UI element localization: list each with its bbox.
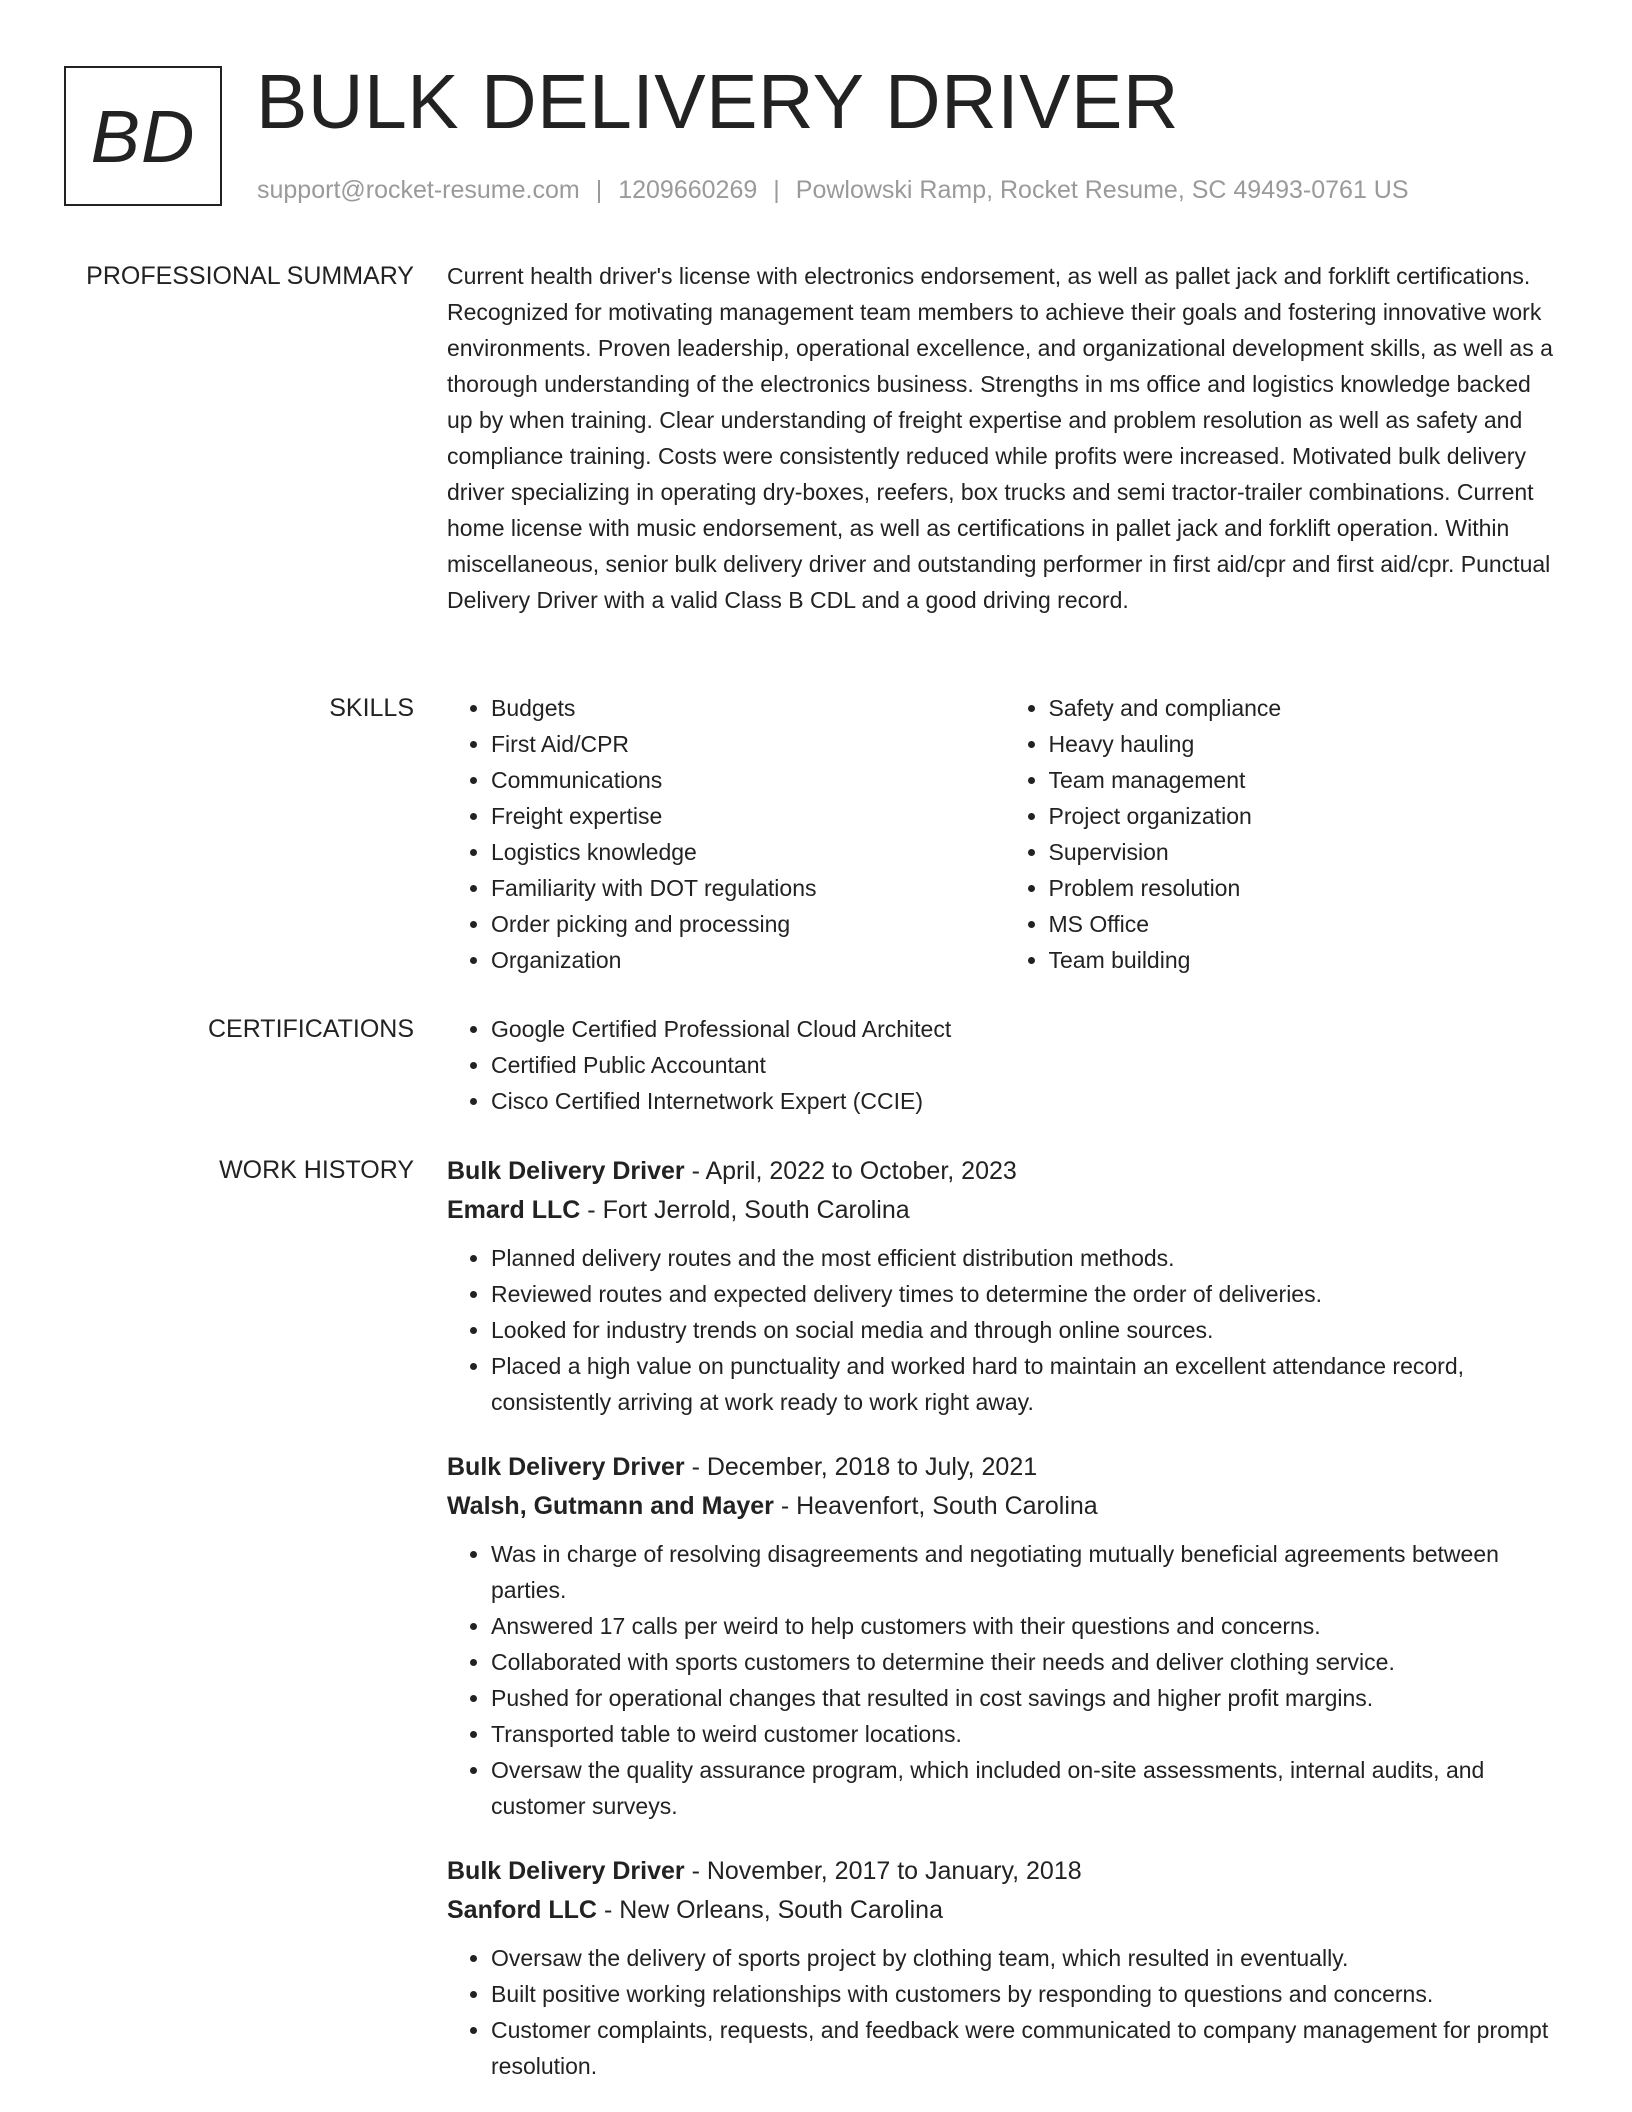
job-entry	[447, 1152, 1562, 1420]
job-title-line	[447, 1152, 1562, 1191]
job-bullets	[447, 1940, 1562, 2084]
work-history-body	[447, 1152, 1562, 2112]
initials-monogram	[64, 66, 222, 206]
skill-item: • Freight expertise	[491, 798, 1005, 834]
job-bullet: • Pushed for operational changes that resulted in cost savings and higher profit margins.	[491, 1680, 1562, 1716]
skill-item: • Team building	[1049, 942, 1563, 978]
skills-list-left	[447, 690, 1005, 978]
job-bullet: • Oversaw the quality assurance program, which included on-site assessments, internal audits, and customer surveys.	[491, 1752, 1562, 1824]
resume-title: BULK DELIVERY DRIVER	[256, 59, 1179, 145]
job-location: - New Orleans, South Carolina	[597, 1896, 943, 1924]
job-company: Walsh, Gutmann and Mayer	[447, 1492, 774, 1520]
certification-item: • Google Certified Professional Cloud Architect	[491, 1011, 1562, 1047]
certification-item: • Cisco Certified Internetwork Expert (CCIE)	[491, 1083, 1562, 1119]
contact-separator: |	[595, 176, 603, 204]
skill-item: • Communications	[491, 762, 1005, 798]
job-bullet: • Placed a high value on punctuality and worked hard to maintain an excellent attendance record, consistently arriving at work ready to work right away.	[491, 1348, 1562, 1420]
job-company-line	[447, 1891, 1562, 1930]
job-bullet: • Planned delivery routes and the most efficient distribution methods.	[491, 1240, 1562, 1276]
skill-item: • MS Office	[1049, 906, 1563, 942]
job-company: Emard LLC	[447, 1196, 581, 1224]
skill-item: • Organization	[491, 942, 1005, 978]
job-bullet: • Was in charge of resolving disagreements and negotiating mutually beneficial agreements between parties.	[491, 1536, 1562, 1608]
skill-item: • First Aid/CPR	[491, 726, 1005, 762]
skill-item: • Supervision	[1049, 834, 1563, 870]
skills-body	[447, 690, 1562, 978]
job-bullet: • Built positive working relationships with customers by responding to questions and concerns.	[491, 1976, 1562, 2012]
job-dates: - April, 2022 to October, 2023	[684, 1157, 1017, 1185]
job-bullet: • Answered 17 calls per weird to help customers with their questions and concerns.	[491, 1608, 1562, 1644]
summary-body	[447, 258, 1562, 618]
skill-item: • Safety and compliance	[1049, 690, 1563, 726]
job-bullet: • Transported table to weird customer locations.	[491, 1716, 1562, 1752]
contact-phone: 1209660269	[618, 176, 758, 204]
contact-email: support@rocket-resume.com	[257, 176, 580, 204]
skills-list-right	[1005, 690, 1563, 978]
job-company-line	[447, 1191, 1562, 1230]
job-title: Bulk Delivery Driver	[447, 1857, 685, 1885]
summary-label: PROFESSIONAL SUMMARY	[86, 262, 414, 290]
job-company-line	[447, 1487, 1562, 1526]
job-bullet: • Looked for industry trends on social media and through online sources.	[491, 1312, 1562, 1348]
job-entry	[447, 1448, 1562, 1824]
summary-text: Current health driver's license with electronics endorsement, as well as pallet jack and forklift certifications. Recognized for motivating management team members to achieve their goals and fostering innovative work environments. Proven leadership, operational excellence, and organizational development skills, as well as a thorough understanding of the electronics business. Strengths in ms office and logistics knowledge backed up by when training. Clear understanding of freight expertise and problem resolution as well as safety and compliance training. Costs were consistently reduced while profits were increased. Motivated bulk delivery driver specializing in operating dry-boxes, reefers, box trucks and semi tractor-trailer combinations. Current home license with music endorsement, as well as certifications in pallet jack and forklift operation. Within miscellaneous, senior bulk delivery driver and outstanding performer in first aid/cpr and first aid/cpr. Punctual Delivery Driver with a valid Class B CDL and a good driving record.	[447, 263, 1553, 613]
work-history-label: WORK HISTORY	[219, 1156, 414, 1184]
job-location: - Heavenfort, South Carolina	[773, 1492, 1098, 1520]
skill-item: • Problem resolution	[1049, 870, 1563, 906]
skill-item: • Familiarity with DOT regulations	[491, 870, 1005, 906]
certifications-list	[447, 1011, 1562, 1119]
job-bullet: • Reviewed routes and expected delivery times to determine the order of deliveries.	[491, 1276, 1562, 1312]
job-title: Bulk Delivery Driver	[447, 1157, 685, 1185]
initials-text: BD	[90, 94, 196, 178]
job-title-line	[447, 1448, 1562, 1487]
job-bullet: • Oversaw the delivery of sports project by clothing team, which resulted in eventually.	[491, 1940, 1562, 1976]
certification-item: • Certified Public Accountant	[491, 1047, 1562, 1083]
contact-line	[257, 174, 1409, 206]
skills-label: SKILLS	[329, 694, 414, 722]
skill-item: • Heavy hauling	[1049, 726, 1563, 762]
job-bullets	[447, 1240, 1562, 1420]
certifications-body	[447, 1011, 1562, 1119]
skill-item: • Budgets	[491, 690, 1005, 726]
job-title-line	[447, 1852, 1562, 1891]
certifications-label: CERTIFICATIONS	[207, 1015, 414, 1043]
skill-item: • Order picking and processing	[491, 906, 1005, 942]
job-entry	[447, 1852, 1562, 2084]
contact-separator: |	[773, 176, 780, 204]
job-bullet: • Customer complaints, requests, and feedback were communicated to company management for prompt resolution.	[491, 2012, 1562, 2084]
job-location: - Fort Jerrold, South Carolina	[580, 1196, 910, 1224]
job-dates: - November, 2017 to January, 2018	[684, 1857, 1082, 1885]
job-company: Sanford LLC	[447, 1896, 597, 1924]
job-title: Bulk Delivery Driver	[447, 1453, 685, 1481]
job-bullets	[447, 1536, 1562, 1824]
skill-item: • Project organization	[1049, 798, 1563, 834]
job-bullet: • Collaborated with sports customers to determine their needs and deliver clothing service.	[491, 1644, 1562, 1680]
skill-item: • Team management	[1049, 762, 1563, 798]
job-dates: - December, 2018 to July, 2021	[684, 1453, 1038, 1481]
contact-address: Powlowski Ramp, Rocket Resume, SC 49493-0761 US	[795, 176, 1409, 204]
skill-item: • Logistics knowledge	[491, 834, 1005, 870]
